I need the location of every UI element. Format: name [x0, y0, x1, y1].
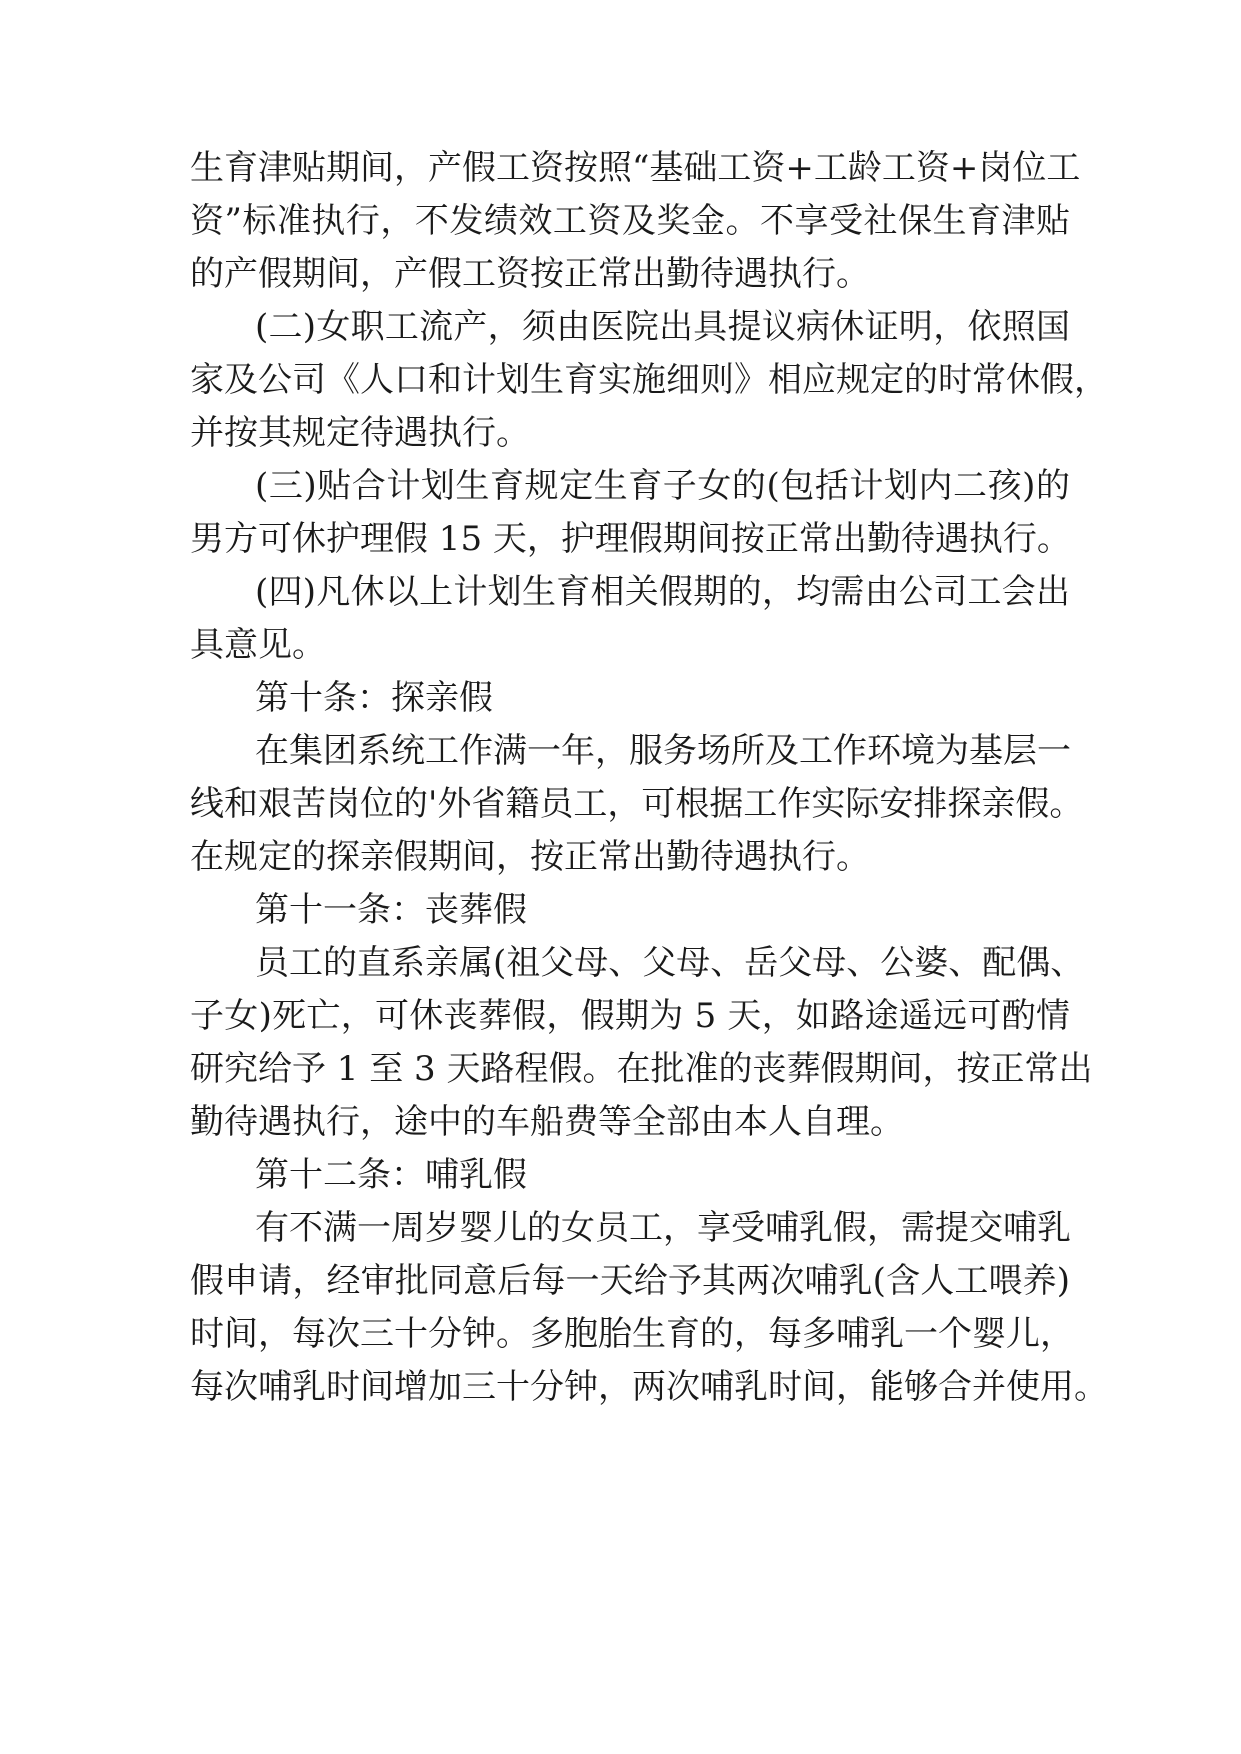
text-line: 在集团系统工作满一年，服务场所及工作环境为基层一 — [255, 731, 1071, 771]
text-line: 家及公司《人口和计划生育实施细则》相应规定的时常休假， — [190, 360, 1108, 400]
text-line: (三)贴合计划生育规定生育子女的(包括计划内二孩)的 — [255, 466, 1070, 506]
text-line: 资”标准执行，不发绩效工资及奖金。不享受社保生育津贴 — [190, 201, 1070, 241]
text-line: 假申请，经审批同意后每一天给予其两次哺乳(含人工喂养) — [190, 1261, 1070, 1301]
text-line: 具意见。 — [190, 625, 326, 665]
text-line: 男方可休护理假 15 天，护理假期间按正常出勤待遇执行。 — [190, 519, 1071, 559]
text-line: 员工的直系亲属(祖父母、父母、岳父母、公婆、配偶、 — [255, 943, 1085, 983]
text-line: 勤待遇执行，途中的车船费等全部由本人自理。 — [190, 1102, 904, 1142]
text-line: 线和艰苦岗位的'外省籍员工，可根据工作实际安排探亲假。 — [190, 784, 1084, 824]
text-line: 并按其规定待遇执行。 — [190, 413, 530, 453]
text-line: 的产假期间，产假工资按正常出勤待遇执行。 — [190, 254, 870, 294]
section-heading: 第十一条：丧葬假 — [255, 890, 527, 930]
text-line: 在规定的探亲假期间，按正常出勤待遇执行。 — [190, 837, 870, 877]
text-line: 研究给予 1 至 3 天路程假。在批准的丧葬假期间，按正常出 — [190, 1049, 1093, 1089]
text-line: 时间，每次三十分钟。多胞胎生育的，每多哺乳一个婴儿， — [190, 1314, 1074, 1354]
section-heading: 第十二条：哺乳假 — [255, 1155, 527, 1195]
text-line: 每次哺乳时间增加三十分钟，两次哺乳时间，能够合并使用。 — [190, 1367, 1108, 1407]
text-line: (四)凡休以上计划生育相关假期的，均需由公司工会出 — [255, 572, 1070, 612]
text-line: (二)女职工流产，须由医院出具提议病休证明，依照国 — [255, 307, 1070, 347]
text-line: 有不满一周岁婴儿的女员工，享受哺乳假，需提交哺乳 — [255, 1208, 1071, 1248]
text-line: 子女)死亡，可休丧葬假，假期为 5 天，如路途遥远可酌情 — [190, 996, 1070, 1036]
section-heading: 第十条：探亲假 — [255, 678, 493, 718]
text-line: 生育津贴期间，产假工资按照“基础工资+工龄工资+岗位工 — [190, 148, 1081, 188]
